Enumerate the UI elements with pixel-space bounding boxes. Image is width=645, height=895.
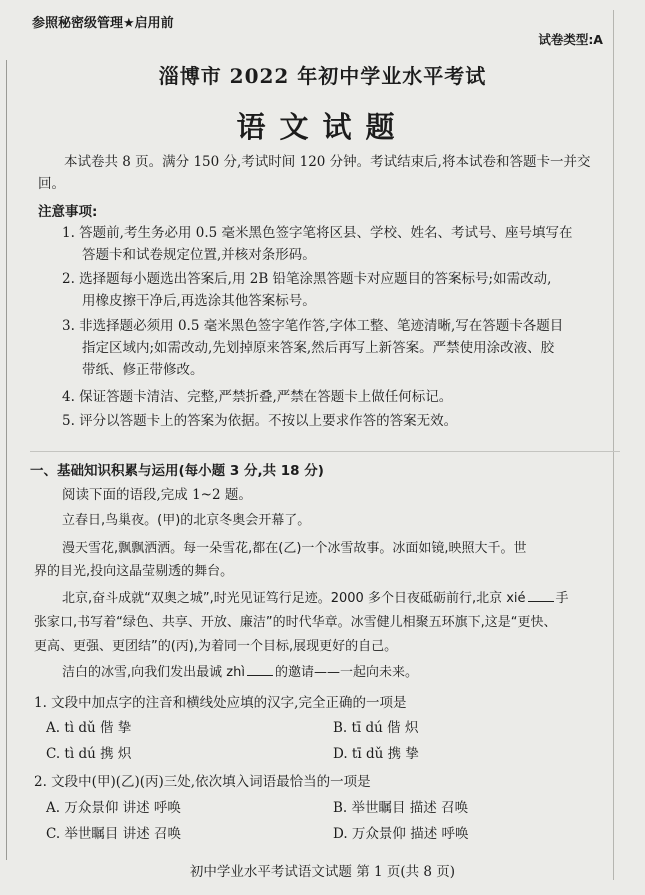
passage-para-2: 漫天雪花,飘飘洒洒。每一朵雪花,都在(乙)一个冰雪故事。冰面如镜,映照大千。世	[62, 541, 527, 556]
passage-para-3-cont: 张家口,书写着“绿色、共享、开放、廉洁”的时代华章。冰雪健儿相聚五环旗下,这是“更快、	[34, 615, 557, 630]
passage-para-3-end: 手	[555, 591, 569, 606]
passage-para-3-text: 北京,奋斗成就“双奥之城”,时光见证笃行足迹。2000 多个日夜砥砺前行,北京 xié	[62, 591, 526, 606]
paper-type-label: 试卷类型:A	[538, 32, 603, 47]
notice-item-5: 5. 评分以答题卡上的答案为依据。不按以上要求作答的答案无效。	[62, 413, 458, 429]
question-2-option-c: C. 举世瞩目 讲述 召唤	[46, 826, 182, 842]
question-1-option-a: A. tì dǔ 偕 挚	[46, 720, 132, 736]
notice-item-3: 3. 非选择题必须用 0.5 毫米黑色签字笔作答,字体工整、笔迹清晰,写在答题卡各题目	[62, 318, 564, 334]
notice-item-1: 1. 答题前,考生务必用 0.5 毫米黑色签字笔将区县、学校、姓名、考试号、座号填写在	[62, 225, 573, 241]
answer-blank-2	[247, 663, 273, 676]
question-2-option-d: D. 万众景仰 描述 呼唤	[333, 826, 469, 842]
page-title: 语文试题	[236, 110, 409, 144]
passage-para-4-text: 洁白的冰雪,向我们发出最诚 zhì	[62, 665, 245, 680]
page-footer: 初中学业水平考试语文试题 第 1 页(共 8 页)	[189, 864, 456, 880]
passage-para-1: 立春日,鸟巢夜。(甲)的北京冬奥会开幕了。	[62, 513, 311, 528]
notice-item-3-cont2: 带纸、修正带修改。	[82, 362, 204, 378]
passage-para-3-cont2: 更高、更强、更团结”的(丙),为着同一个目标,展现更好的自己。	[34, 639, 398, 654]
question-1-option-d: D. tī dǔ 携 挚	[333, 746, 419, 762]
reading-instruction: 阅读下面的语段,完成 1~2 题。	[62, 487, 252, 503]
question-2: 2. 文段中(甲)(乙)(丙)三处,依次填入词语最恰当的一项是	[34, 774, 371, 790]
passage-para-4-end: 的邀请——一起向未来。	[274, 665, 418, 680]
question-1-option-c: C. tì dú 携 炽	[46, 746, 132, 762]
passage-para-2-cont: 界的目光,投向这晶莹剔透的舞台。	[34, 564, 234, 579]
section-title: 一、基础知识积累与运用(每小题 3 分,共 18 分)	[30, 463, 324, 479]
exam-title: 淄博市 2022 年初中学业水平考试	[158, 64, 487, 88]
notice-title: 注意事项:	[38, 204, 98, 220]
intro-line-1: 本试卷共 8 页。满分 150 分,考试时间 120 分钟。考试结束后,将本试卷和答题卡一并交	[64, 154, 591, 170]
notice-item-3-cont: 指定区域内;如需改动,先划掉原来答案,然后再写上新答案。严禁使用涂改液、胶	[82, 340, 555, 356]
page-fold-line	[6, 60, 7, 860]
notice-item-2-cont: 用橡皮擦干净后,再选涂其他答案标号。	[82, 293, 316, 309]
passage-para-4	[62, 662, 418, 684]
notice-item-4: 4. 保证答题卡清洁、完整,严禁折叠,严禁在答题卡上做任何标记。	[62, 389, 453, 405]
question-1: 1. 文段中加点字的注音和横线处应填的汉字,完全正确的一项是	[34, 695, 407, 711]
question-2-option-a: A. 万众景仰 讲述 呼唤	[46, 800, 181, 816]
intro-line-2: 回。	[38, 176, 65, 192]
section-divider	[30, 451, 620, 452]
passage-para-3	[62, 588, 569, 610]
question-1-option-b: B. tī dú 偕 炽	[333, 720, 419, 736]
confidential-label: 参照秘密级管理★启用前	[32, 16, 174, 31]
answer-blank-1	[528, 589, 554, 602]
notice-item-1-cont: 答题卡和试卷规定位置,并核对条形码。	[82, 247, 316, 263]
question-2-option-b: B. 举世瞩目 描述 召唤	[333, 800, 469, 816]
notice-item-2: 2. 选择题每小题选出答案后,用 2B 铅笔涂黑答题卡对应题目的答案标号;如需改动,	[62, 271, 552, 287]
